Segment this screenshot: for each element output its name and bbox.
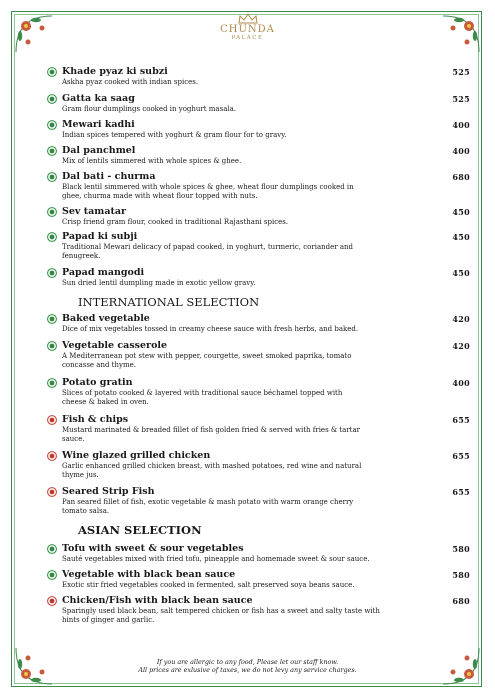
item-name: Potato gratin	[62, 377, 133, 388]
veg-indicator-icon	[47, 120, 57, 130]
item-description: Slices of potato cooked & layered with traditional sauce béchamel topped with cheese & baked in oven.	[62, 389, 343, 406]
item-description: Gram flour dumplings cooked in yoghurt masala.	[62, 105, 237, 113]
item-price: 655	[452, 487, 470, 497]
menu-item	[62, 145, 470, 166]
item-price: 400	[452, 378, 470, 388]
menu-item	[62, 450, 470, 480]
item-description: Sparingly used black bean, salt tempered chicken or fish has a sweet and salty taste with hints of ginger and garlic.	[62, 607, 380, 624]
item-description: Garlic enhanced grilled chicken breast, with mashed potatoes, red wine and natural thyme jus.	[62, 462, 362, 479]
item-description: Indian spices tempered with yoghurt & gram flour for to gravy.	[62, 131, 287, 139]
item-price: 655	[452, 415, 470, 425]
veg-indicator-icon	[47, 544, 57, 554]
menu-item	[62, 206, 470, 227]
menu-item	[62, 543, 470, 564]
nonveg-indicator-icon	[47, 415, 57, 425]
menu-item	[62, 231, 470, 261]
item-name: Khade pyaz ki subzi	[62, 66, 168, 77]
item-name: Vegetable casserole	[62, 340, 168, 351]
veg-indicator-icon	[47, 378, 57, 388]
item-price: 680	[452, 172, 470, 182]
item-name: Seared Strip Fish	[62, 486, 155, 497]
item-description: Sun dried lentil dumpling made in exotic yellow gravy.	[62, 279, 256, 287]
item-price: 655	[452, 451, 470, 461]
veg-indicator-icon	[47, 67, 57, 77]
item-price: 420	[452, 314, 470, 324]
nonveg-indicator-icon	[47, 451, 57, 461]
menu-item	[62, 66, 470, 87]
footer-note	[0, 658, 495, 674]
item-name: Gatta ka saag	[62, 93, 135, 104]
item-name: Fish & chips	[62, 414, 129, 425]
section-heading-international: INTERNATIONAL SELECTION	[78, 295, 260, 309]
footer-tax-note: All prices are exlusive of taxes, we do not levy any service charges.	[138, 666, 357, 674]
item-description: Black lentil simmered with whole spices & ghee, wheat flour dumplings cooked in ghee, churma made with wheat flour topped with nuts.	[62, 183, 354, 200]
menu-item	[62, 569, 470, 590]
veg-indicator-icon	[47, 341, 57, 351]
menu-item	[62, 486, 470, 516]
veg-indicator-icon	[47, 207, 57, 217]
item-name: Papad mangodi	[62, 267, 145, 278]
footer-allergy-note: If you are allergic to any food, Please let our staff know.	[156, 658, 339, 666]
menu-item	[62, 377, 470, 407]
section-heading-asian: ASIAN SELECTION	[78, 523, 202, 537]
veg-indicator-icon	[47, 232, 57, 242]
item-price: 680	[452, 596, 470, 606]
item-price: 400	[452, 120, 470, 130]
veg-indicator-icon	[47, 146, 57, 156]
veg-indicator-icon	[47, 570, 57, 580]
item-name: Dal panchmel	[62, 145, 136, 156]
item-name: Sev tamatar	[62, 206, 127, 217]
item-price: 580	[452, 570, 470, 580]
item-price: 450	[452, 207, 470, 217]
menu-item	[62, 414, 470, 444]
item-name: Chicken/Fish with black bean sauce	[62, 595, 253, 606]
item-price: 580	[452, 544, 470, 554]
nonveg-indicator-icon	[47, 487, 57, 497]
item-description: Pan seared fillet of fish, exotic vegetable & mash potato with warm orange cherry tomato salsa.	[62, 498, 354, 515]
veg-indicator-icon	[47, 172, 57, 182]
brand-subtitle: PALACE	[231, 35, 264, 41]
item-description: A Mediterranean pot stew with pepper, courgette, sweet smoked paprika, tomato concasse and thyme.	[62, 352, 352, 369]
item-price: 420	[452, 341, 470, 351]
item-name: Tofu with sweet & sour vegetables	[62, 543, 244, 554]
item-name: Dal bati - churma	[62, 171, 156, 182]
nonveg-indicator-icon	[47, 596, 57, 606]
item-description: Traditional Mewari delicacy of papad cooked, in yoghurt, turmeric, coriander and fenugreek.	[62, 243, 354, 260]
item-name: Vegetable with black bean sauce	[62, 569, 236, 580]
item-description: Exotic stir fried vegetables cooked in fermented, salt preserved soya beans sauce.	[62, 581, 355, 589]
menu-item	[62, 340, 470, 370]
item-name: Mewari kadhi	[62, 119, 135, 130]
item-name: Baked vegetable	[62, 313, 150, 324]
veg-indicator-icon	[47, 94, 57, 104]
brand-name: CHUNDA	[220, 24, 275, 35]
item-price: 525	[452, 67, 470, 77]
menu-item	[62, 93, 470, 114]
item-description: Askha pyaz cooked with indian spices.	[62, 78, 199, 86]
item-description: Crisp friend gram flour, cooked in traditional Rajasthani spices.	[62, 218, 289, 226]
item-price: 450	[452, 268, 470, 278]
veg-indicator-icon	[47, 314, 57, 324]
brand-logo	[0, 12, 495, 42]
menu-item	[62, 267, 470, 288]
item-name: Papad ki subji	[62, 231, 138, 242]
menu-item	[62, 313, 470, 334]
item-description: Dice of mix vegetables tossed in creamy cheese sauce with fresh herbs, and baked.	[62, 325, 359, 333]
item-name: Wine glazed grilled chicken	[62, 450, 211, 461]
item-price: 400	[452, 146, 470, 156]
menu-item	[62, 595, 470, 625]
menu-item	[62, 171, 470, 201]
item-description: Sauté vegetables mixed with fried tofu, pineapple and homemade sweet & sour sauce.	[62, 555, 370, 563]
item-price: 525	[452, 94, 470, 104]
menu-item	[62, 119, 470, 140]
item-description: Mix of lentils simmered with whole spices & ghee.	[62, 157, 242, 165]
item-price: 450	[452, 232, 470, 242]
crown-icon	[237, 12, 259, 24]
veg-indicator-icon	[47, 268, 57, 278]
item-description: Mustard marinated & breaded fillet of fish golden fried & served with fries & tartar sauce.	[62, 426, 361, 443]
